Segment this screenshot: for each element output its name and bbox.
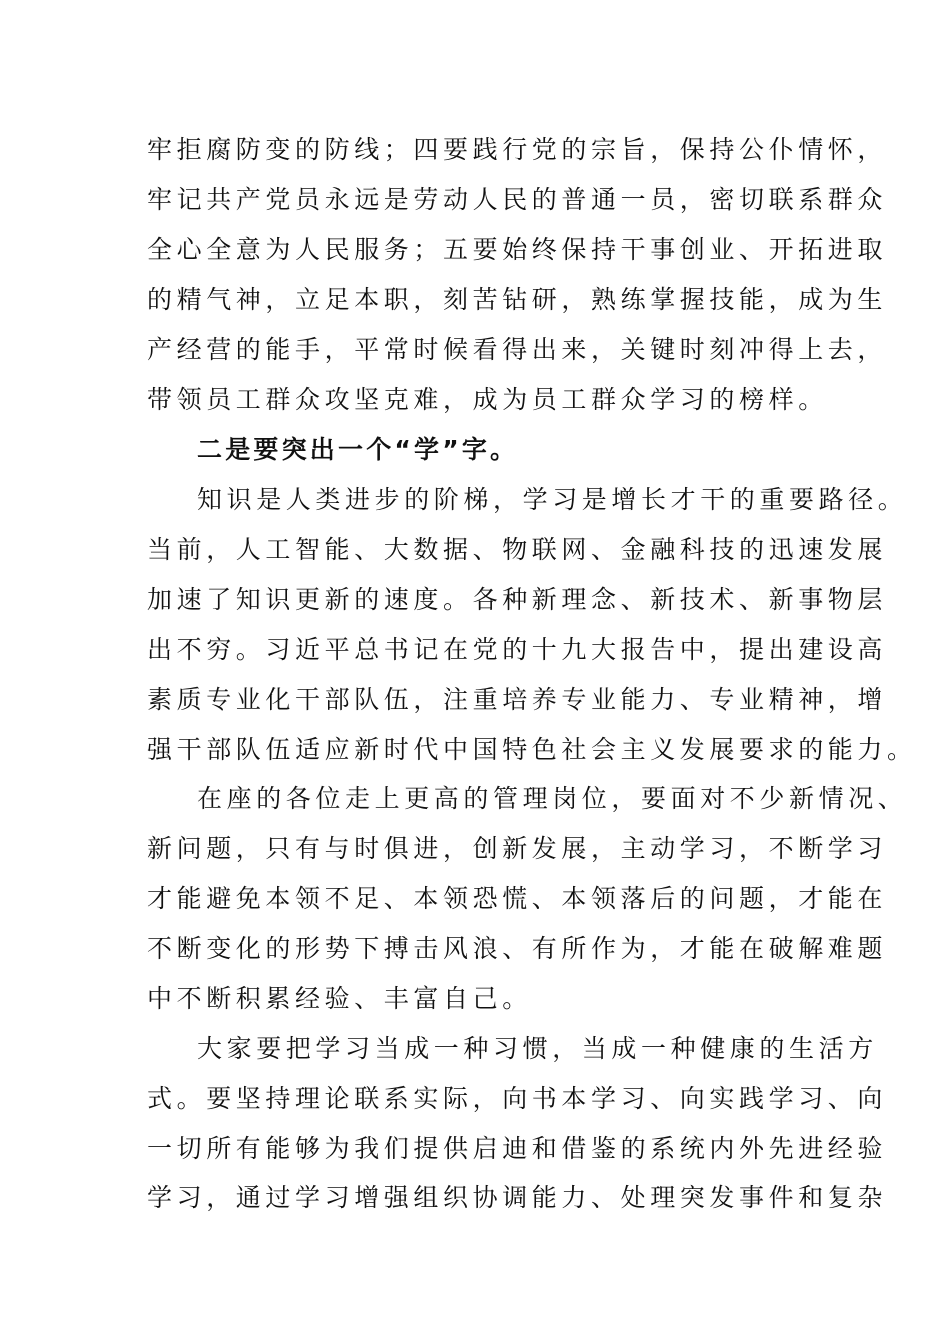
- body-line: 牢拒腐防变的防线；四要践行党的宗旨，保持公仆情怀，: [147, 135, 888, 164]
- body-line: 新问题，只有与时俱进，创新发展，主动学习，不断学习: [147, 834, 888, 863]
- body-line: 带领员工群众攻坚克难，成为员工群众学习的榜样。: [147, 385, 828, 414]
- body-line: 牢记共产党员永远是劳动人民的普通一员，密切联系群众: [147, 185, 888, 214]
- body-line: 不断变化的形势下搏击风浪、有所作为，才能在破解难题: [147, 934, 888, 963]
- body-line: 全心全意为人民服务；五要始终保持干事创业、开拓进取: [147, 235, 888, 264]
- body-line: 加速了知识更新的速度。各种新理念、新技术、新事物层: [147, 585, 888, 614]
- body-line: 当前，人工智能、大数据、物联网、金融科技的迅速发展: [147, 535, 888, 564]
- body-line: 在座的各位走上更高的管理岗位，要面对不少新情况、: [197, 784, 908, 813]
- body-line: 学习，通过学习增强组织协调能力、处理突发事件和复杂: [147, 1183, 888, 1212]
- body-line: 产经营的能手，平常时候看得出来，关键时刻冲得上去，: [147, 335, 888, 364]
- body-line: 大家要把学习当成一种习惯，当成一种健康的生活方: [197, 1034, 878, 1063]
- body-line: 出不穷。习近平总书记在党的十九大报告中，提出建设高: [147, 635, 888, 664]
- body-line: 式。要坚持理论联系实际，向书本学习、向实践学习、向: [147, 1084, 888, 1113]
- body-line: 中不断积累经验、丰富自己。: [147, 984, 532, 1013]
- body-line: 的精气神，立足本职，刻苦钻研，熟练掌握技能，成为生: [147, 285, 888, 314]
- body-line: 知识是人类进步的阶梯，学习是增长才干的重要路径。: [197, 485, 908, 514]
- body-line: 强干部队伍适应新时代中国特色社会主义发展要求的能力。: [147, 735, 917, 764]
- body-line: 一切所有能够为我们提供启迪和借鉴的系统内外先进经验: [147, 1134, 888, 1163]
- body-line: 才能避免本领不足、本领恐慌、本领落后的问题，才能在: [147, 884, 888, 913]
- body-line: 素质专业化干部队伍，注重培养专业能力、专业精神，增: [147, 685, 888, 714]
- section-heading: 二是要突出一个“学”字。: [197, 435, 519, 464]
